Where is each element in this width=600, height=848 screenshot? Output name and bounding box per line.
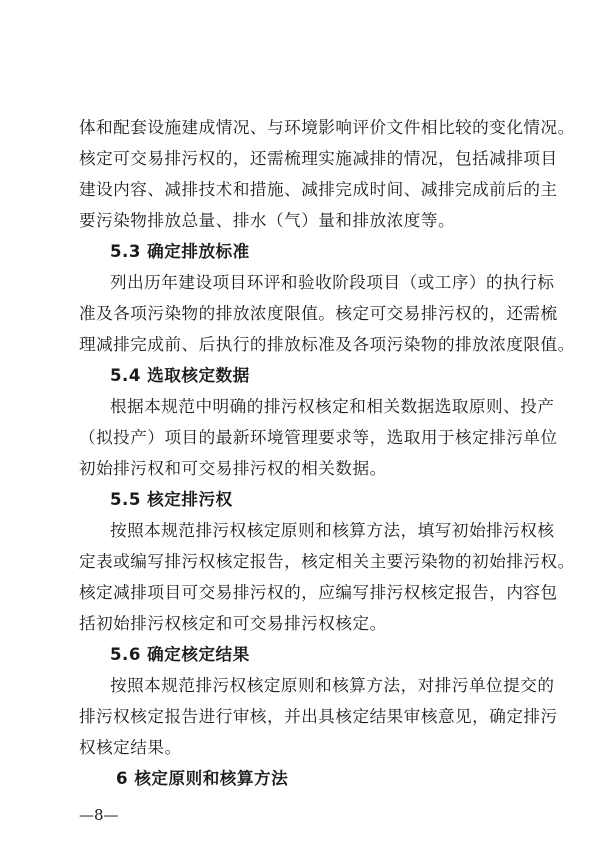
paragraph-line: 定表或编写排污权核定报告，核定相关主要污染物的初始排污权。 (79, 552, 575, 571)
paragraph-line: 要污染物排放总量、排水（气）量和排放浓度等。 (79, 211, 456, 230)
page-number: —8— (79, 806, 119, 824)
paragraph-line: 理减排完成前、后执行的排放标准及各项污染物的排放浓度限值。 (79, 335, 575, 354)
paragraph-line: 括初始排污权核定和可交易排污权核定。 (79, 614, 387, 633)
paragraph-line: 排污权核定报告进行审核，并出具核定结果审核意见，确定排污 (79, 707, 558, 726)
paragraph-line: 根据本规范中明确的排污权核定和相关数据选取原则、投产 (110, 397, 555, 416)
section-heading-5-5: 5.5 核定排污权 (110, 490, 233, 509)
section-heading-6: 6 核定原则和核算方法 (116, 769, 289, 788)
paragraph-line: 列出历年建设项目环评和验收阶段项目（或工序）的执行标 (110, 273, 555, 292)
paragraph-line: 核定可交易排污权的，还需梳理实施减排的情况，包括减排项目 (79, 149, 558, 168)
section-heading-5-3: 5.3 确定排放标准 (110, 242, 250, 261)
section-heading-5-4: 5.4 选取核定数据 (110, 366, 250, 385)
paragraph-line: 按照本规范排污权核定原则和核算方法，填写初始排污权核 (110, 521, 555, 540)
paragraph-line: （拟投产）项目的最新环境管理要求等，选取用于核定排污单位 (79, 428, 558, 447)
section-heading-5-6: 5.6 确定核定结果 (110, 645, 250, 664)
paragraph-line: 建设内容、减排技术和措施、减排完成时间、减排完成前后的主 (79, 180, 558, 199)
paragraph-line: 权核定结果。 (79, 738, 182, 757)
paragraph-line: 按照本规范排污权核定原则和核算方法，对排污单位提交的 (110, 676, 555, 695)
paragraph-line: 体和配套设施建成情况、与环境影响评价文件相比较的变化情况。 (79, 118, 575, 137)
paragraph-line: 核定减排项目可交易排污权的，应编写排污权核定报告，内容包 (79, 583, 558, 602)
paragraph-line: 准及各项污染物的排放浓度限值。核定可交易排污权的，还需梳 (79, 304, 558, 323)
paragraph-line: 初始排污权和可交易排污权的相关数据。 (79, 459, 387, 478)
